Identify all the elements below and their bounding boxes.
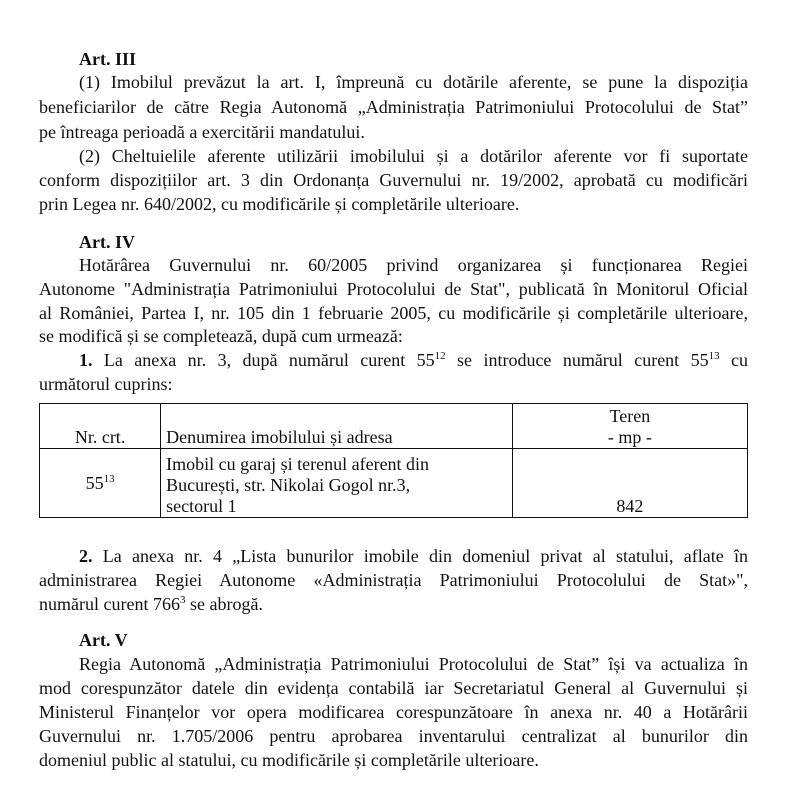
item2-number: 2. — [79, 546, 93, 566]
table-row — [40, 449, 748, 518]
header-teren-line2: - mp - — [607, 427, 652, 447]
immobile-table — [39, 403, 748, 518]
row-denumire-line2: București, str. Nikolai Gogol nr.3, — [166, 475, 411, 495]
row-denumire — [161, 449, 513, 518]
item2-line3-a: numărul curent 766 — [39, 594, 180, 614]
item1-number: 1. — [79, 350, 93, 370]
row-nr-crt — [40, 449, 161, 518]
row-denumire-line1: Imobil cu garaj și terenul aferent din — [166, 454, 430, 474]
item1-text-c: cu — [719, 350, 748, 370]
art4-intro-line3: al României, Partea I, nr. 105 din 1 februarie 2005, cu modificările și completările ulterioare, — [39, 303, 748, 323]
art4-item1-line2: următorul cuprins: — [39, 374, 173, 394]
header-denumire: Denumirea imobilului și adresa — [161, 404, 513, 449]
art4-intro-line1: Hotărârea Guvernului nr. 60/2005 privind organizarea și funcționarea Regiei — [79, 255, 748, 275]
art4-heading: Art. IV — [79, 232, 135, 252]
row-nr-base: 55 — [85, 472, 104, 493]
art3-p2-line1: (2) Cheltuielile aferente utilizării imobilului și a dotărilor aferente vor fi suportate — [79, 146, 748, 166]
row-teren: 842 — [512, 449, 747, 518]
art5-line4: Guvernului nr. 1.705/2006 pentru aprobarea inventarului centralizat al bunurilor din — [39, 726, 748, 746]
art3-p2-line2: conform dispozițiilor art. 3 din Ordonanța Guvernului nr. 19/2002, aprobată cu modificări — [39, 170, 748, 190]
item1-text-a: La anexa nr. 3, după numărul curent 55 — [92, 350, 435, 370]
art4-item2-line2: administrarea Regiei Autonome «Administrația Patrimoniului Protocolului de Stat»", — [39, 570, 748, 590]
item2-line1-text: La anexa nr. 4 „Lista bunurilor imobile din domeniul privat al statului, aflate în — [92, 546, 748, 566]
row-denumire-line3: sectorul 1 — [166, 496, 237, 516]
art4-item1-line1 — [79, 349, 748, 371]
item1-sup-a: 12 — [434, 350, 446, 362]
header-teren-line1: Teren — [609, 406, 651, 426]
table-header-row — [40, 404, 748, 449]
row-nr-sup: 13 — [103, 472, 115, 485]
art5-line2: mod corespunzător datele din evidența contabilă iar Secretariatul General al Guvernului și — [39, 678, 748, 698]
art4-item2-line3 — [39, 593, 263, 615]
item1-sup-b: 13 — [708, 350, 720, 362]
art3-p1-line3: pe întreaga perioadă a exercitării mandatului. — [39, 122, 365, 142]
item1-text-b: se introduce numărul curent 55 — [445, 350, 709, 370]
art5-line1: Regia Autonomă „Administrația Patrimoniului Protocolului de Stat” își va actualiza în — [79, 654, 748, 674]
item2-line3-sup: 3 — [179, 594, 186, 606]
art3-p1-line2: beneficiarilor de către Regia Autonomă „Administrația Patrimoniului Protocolului de Stat” — [39, 97, 748, 117]
header-teren — [512, 404, 747, 449]
art5-line5: domeniul public al statului, cu modificările și completările ulterioare. — [39, 750, 539, 770]
art4-intro-line4: se modifică și se completează, după cum urmează: — [39, 326, 403, 346]
item2-line3-b: se abrogă. — [185, 594, 263, 614]
art3-p1-line1: (1) Imobilul prevăzut la art. I, împreună cu dotările aferente, se pune la dispoziția — [79, 72, 748, 92]
art3-heading: Art. III — [79, 49, 136, 69]
art5-heading: Art. V — [79, 630, 128, 650]
header-nr-crt: Nr. crt. — [40, 404, 161, 449]
art4-item2-line1 — [79, 545, 748, 567]
art3-p2-line3: prin Legea nr. 640/2002, cu modificările și completările ulterioare. — [39, 194, 520, 214]
art5-line3: Ministerul Finanțelor vor opera modificarea corespunzătoare în anexa nr. 40 a Hotărârii — [39, 702, 748, 722]
art4-intro-line2: Autonome "Administrația Patrimoniului Protocolului de Stat", publicată în Monitorul Oficial — [39, 279, 748, 299]
